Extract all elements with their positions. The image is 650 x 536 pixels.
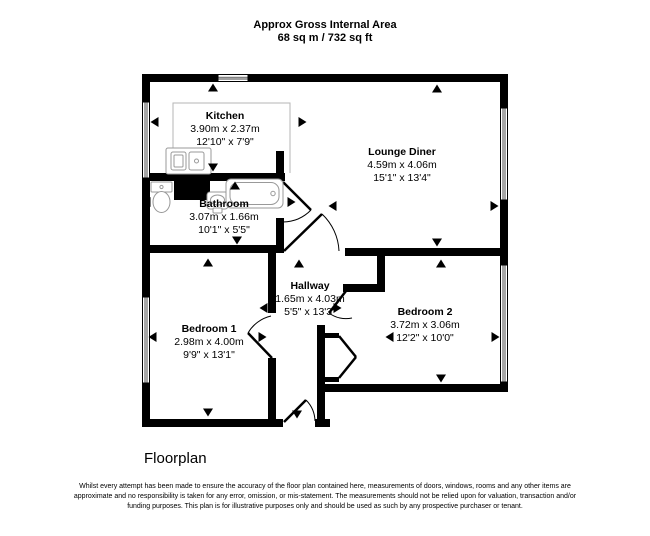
room-label-bedroom-1 <box>174 323 243 362</box>
kitchen-top-window-icon <box>218 75 248 82</box>
bedroom2-right-window-icon <box>501 265 508 382</box>
wall-bathroom-bedroom1 <box>142 245 282 253</box>
arrow-down-icon <box>203 409 213 417</box>
arrow-left-icon <box>329 201 337 211</box>
room-label-lounge-diner <box>367 146 436 185</box>
room-name: Bedroom 2 <box>397 306 453 318</box>
room-size-metric: 3.07m x 1.66m <box>189 211 259 223</box>
arrow-left-icon <box>151 117 159 127</box>
room-name: Lounge Diner <box>368 146 436 158</box>
disclaimer-text: Whilst every attempt has been made to ensure the accuracy of the floor plan contained here, measurements of doors, windows, rooms and any other items are approximate and no responsibility is taken for any error, omission, or mis-statement. The measurements should not be relied upon for valuation, transaction and/or funding purposes. This plan is for illustrative purposes only and should be used as such by any prospective purchaser or tenant. <box>73 483 577 510</box>
arrow-up-icon <box>436 260 446 268</box>
wall-lounge-bedroom2 <box>345 248 508 256</box>
room-size-metric: 2.98m x 4.00m <box>174 336 244 348</box>
floorplan-caption: Floorplan <box>144 450 207 467</box>
arrow-right-icon <box>259 332 267 342</box>
toilet-icon <box>151 182 172 213</box>
bedroom1-left-window-icon <box>143 297 150 383</box>
wall-bedroom2-notch-horizontal <box>343 284 385 292</box>
arrow-right-icon <box>288 197 296 207</box>
arrow-down-icon <box>232 237 242 245</box>
lounge-right-window-icon <box>501 108 508 200</box>
heading-line-2: 68 sq m / 732 sq ft <box>277 32 373 44</box>
room-name: Bedroom 1 <box>181 323 237 335</box>
wall-bottom-bedroom2 <box>322 384 508 392</box>
room-size-imperial: 9'9" x 13'1" <box>183 349 235 361</box>
wall-cupboard-stub-bottom <box>325 377 339 382</box>
arrow-down-icon <box>436 375 446 383</box>
wall-hall-right-lower <box>317 325 325 427</box>
room-name: Hallway <box>290 280 330 292</box>
arrow-down-icon <box>292 411 302 419</box>
room-label-hallway <box>275 280 344 319</box>
room-label-kitchen <box>190 110 259 149</box>
kitchen-sink-icon <box>166 148 211 174</box>
wall-bottom-bedroom1 <box>142 419 283 427</box>
room-size-metric: 1.65m x 4.03m <box>275 293 345 305</box>
arrow-up-icon <box>294 260 304 268</box>
arrow-up-icon <box>203 259 213 267</box>
arrow-left-icon <box>260 303 268 313</box>
arrow-up-icon <box>208 84 218 92</box>
arrow-right-icon <box>492 332 500 342</box>
room-size-metric: 4.59m x 4.06m <box>367 159 437 171</box>
lounge-door-icon <box>284 214 339 251</box>
room-size-imperial: 12'10" x 7'9" <box>196 136 254 148</box>
room-size-imperial: 12'2" x 10'0" <box>396 332 454 344</box>
arrow-up-icon <box>432 85 442 93</box>
wall-cupboard-stub-top <box>325 333 339 338</box>
arrow-down-icon <box>432 239 442 247</box>
room-name: Kitchen <box>205 110 245 122</box>
room-size-metric: 3.90m x 2.37m <box>190 123 260 135</box>
room-size-imperial: 5'5" x 13'3" <box>284 306 336 318</box>
wall-bathroom-right-lower <box>276 218 284 253</box>
bathroom-door-icon <box>283 182 311 222</box>
room-label-bedroom-2 <box>390 306 459 345</box>
room-size-metric: 3.72m x 3.06m <box>390 319 460 331</box>
arrow-right-icon <box>299 117 307 127</box>
heading-line-1: Approx Gross Internal Area <box>253 19 397 31</box>
room-size-imperial: 15'1" x 13'4" <box>373 172 431 184</box>
wall-bathroom-right-upper <box>276 151 284 181</box>
arrow-right-icon <box>491 201 499 211</box>
room-name: Bathroom <box>199 198 249 210</box>
room-size-imperial: 10'1" x 5'5" <box>198 224 250 236</box>
wall-top-exterior <box>142 74 508 82</box>
cupboard-doors-icon <box>339 336 356 378</box>
kitchen-left-window-icon <box>143 102 150 178</box>
room-label-bathroom <box>189 198 258 237</box>
wall-bedroom1-hall-lower <box>268 358 276 427</box>
